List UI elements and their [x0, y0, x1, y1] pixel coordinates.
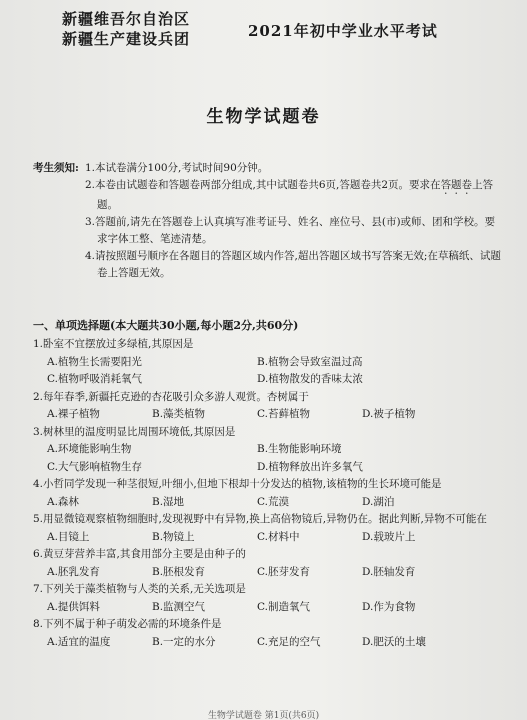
exam-notice [33, 160, 503, 282]
notice-item-2: 2.本卷由试题卷和答题卷两部分组成,其中试题卷共6页,答题卷共2页。要求在答题卷上答题。 [85, 179, 494, 211]
notice-emphasis: 答题卷 [440, 179, 473, 191]
question-stem: 7.下列关于藻类植物与人类的关系,无关选项是 [33, 583, 246, 595]
notice-label: 考生须知: [33, 162, 79, 174]
option-a: A.环境能影响生物 [47, 443, 132, 455]
question-stem: 8.下列不属于种子萌发必需的环境条件是 [33, 618, 222, 630]
option-b: B.湿地 [152, 495, 185, 508]
page-footer: 生物学试题卷 第1页(共6页) [207, 711, 320, 720]
option-a: A.森林 [47, 495, 79, 508]
option-b: B.物镜上 [152, 530, 195, 543]
question-stem: 3.树林里的温度明显比周围环境低,其原因是 [33, 425, 236, 438]
question-list [33, 336, 508, 651]
option-a: A.适宜的温度 [47, 635, 111, 648]
option-d: D.植物释放出许多氧气 [257, 460, 363, 473]
section-title: 一、单项选择题(本大题共30小题,每小题2分,共60分) [33, 319, 299, 332]
option-b: B.监测空气 [152, 600, 206, 613]
option-c: C.充足的空气 [257, 635, 321, 648]
notice-item-4: 4.请按照题号顺序在各题目的答题区域内作答,超出答题区域书写答案无效;在草稿纸、试题卷上答题无效。 [85, 250, 501, 279]
option-d: D.湖泊 [362, 495, 395, 508]
option-b: B.胚根发育 [152, 565, 206, 578]
option-a: A.目镜上 [47, 530, 90, 543]
option-c: C.植物呼吸消耗氧气 [47, 373, 142, 385]
question-stem: 2.每年春季,新疆托克逊的杏花吸引众多游人观赏。杏树属于 [33, 390, 309, 403]
option-d: D.植物散发的香味太浓 [257, 373, 363, 385]
option-a: A.裸子植物 [47, 408, 100, 420]
question-stem: 6.黄豆芽营养丰富,其食用部分主要是由种子的 [33, 548, 246, 560]
region-line-2: 新疆生产建设兵团 [62, 30, 191, 48]
question-stem: 5.用显微镜观察植物细胞时,发现视野中有异物,换上高倍物镜后,异物仍在。据此判断,异物不可能在 [33, 513, 487, 525]
option-b: B.植物会导致室温过高 [257, 355, 363, 368]
option-c: C.材料中 [257, 530, 300, 543]
option-c: C.苔藓植物 [257, 408, 310, 420]
option-c: C.大气影响植物生存 [47, 460, 142, 473]
region-line-1: 新疆维吾尔自治区 [62, 10, 191, 28]
option-b: B.生物能影响环境 [257, 443, 342, 455]
question-stem: 4.小哲同学发现一种茎很短,叶细小,但地下根却十分发达的植物,该植物的生长环境可能是 [33, 478, 442, 490]
notice-item-1: 1.本试卷满分100分,考试时间90分钟。 [85, 162, 269, 174]
option-c: C.胚芽发育 [257, 565, 310, 578]
question-4 [33, 476, 508, 511]
option-d: D.作为食物 [362, 600, 416, 613]
option-b: B.一定的水分 [152, 635, 216, 648]
question-5 [33, 511, 508, 546]
option-c: C.制造氧气 [257, 600, 310, 613]
option-a: A.胚乳发育 [47, 565, 100, 578]
question-stem: 1.卧室不宜摆放过多绿植,其原因是 [33, 338, 194, 350]
question-7 [33, 581, 508, 616]
question-8 [33, 616, 508, 651]
question-3 [33, 424, 508, 477]
question-1 [33, 336, 508, 389]
region-header [62, 9, 190, 49]
notice-item-3: 3.答题前,请先在答题卷上认真填写准考证号、姓名、座位号、县(市)或师、团和学校。要求字体工整、笔迹清楚。 [85, 216, 496, 245]
exam-title: 2021年初中学业水平考试 [248, 22, 438, 40]
option-d: D.被子植物 [362, 408, 416, 420]
question-6 [33, 546, 508, 581]
question-2 [33, 389, 508, 424]
option-a: A.提供饵料 [47, 600, 100, 613]
option-d: D.肥沃的土壤 [362, 635, 426, 648]
option-a: A.植物生长需要阳光 [47, 355, 142, 368]
option-b: B.藻类植物 [152, 408, 206, 420]
option-c: C.荒漠 [257, 495, 289, 508]
option-d: D.胚轴发育 [362, 565, 416, 578]
option-d: D.载玻片上 [362, 530, 416, 543]
paper-title: 生物学试题卷 [206, 107, 321, 127]
